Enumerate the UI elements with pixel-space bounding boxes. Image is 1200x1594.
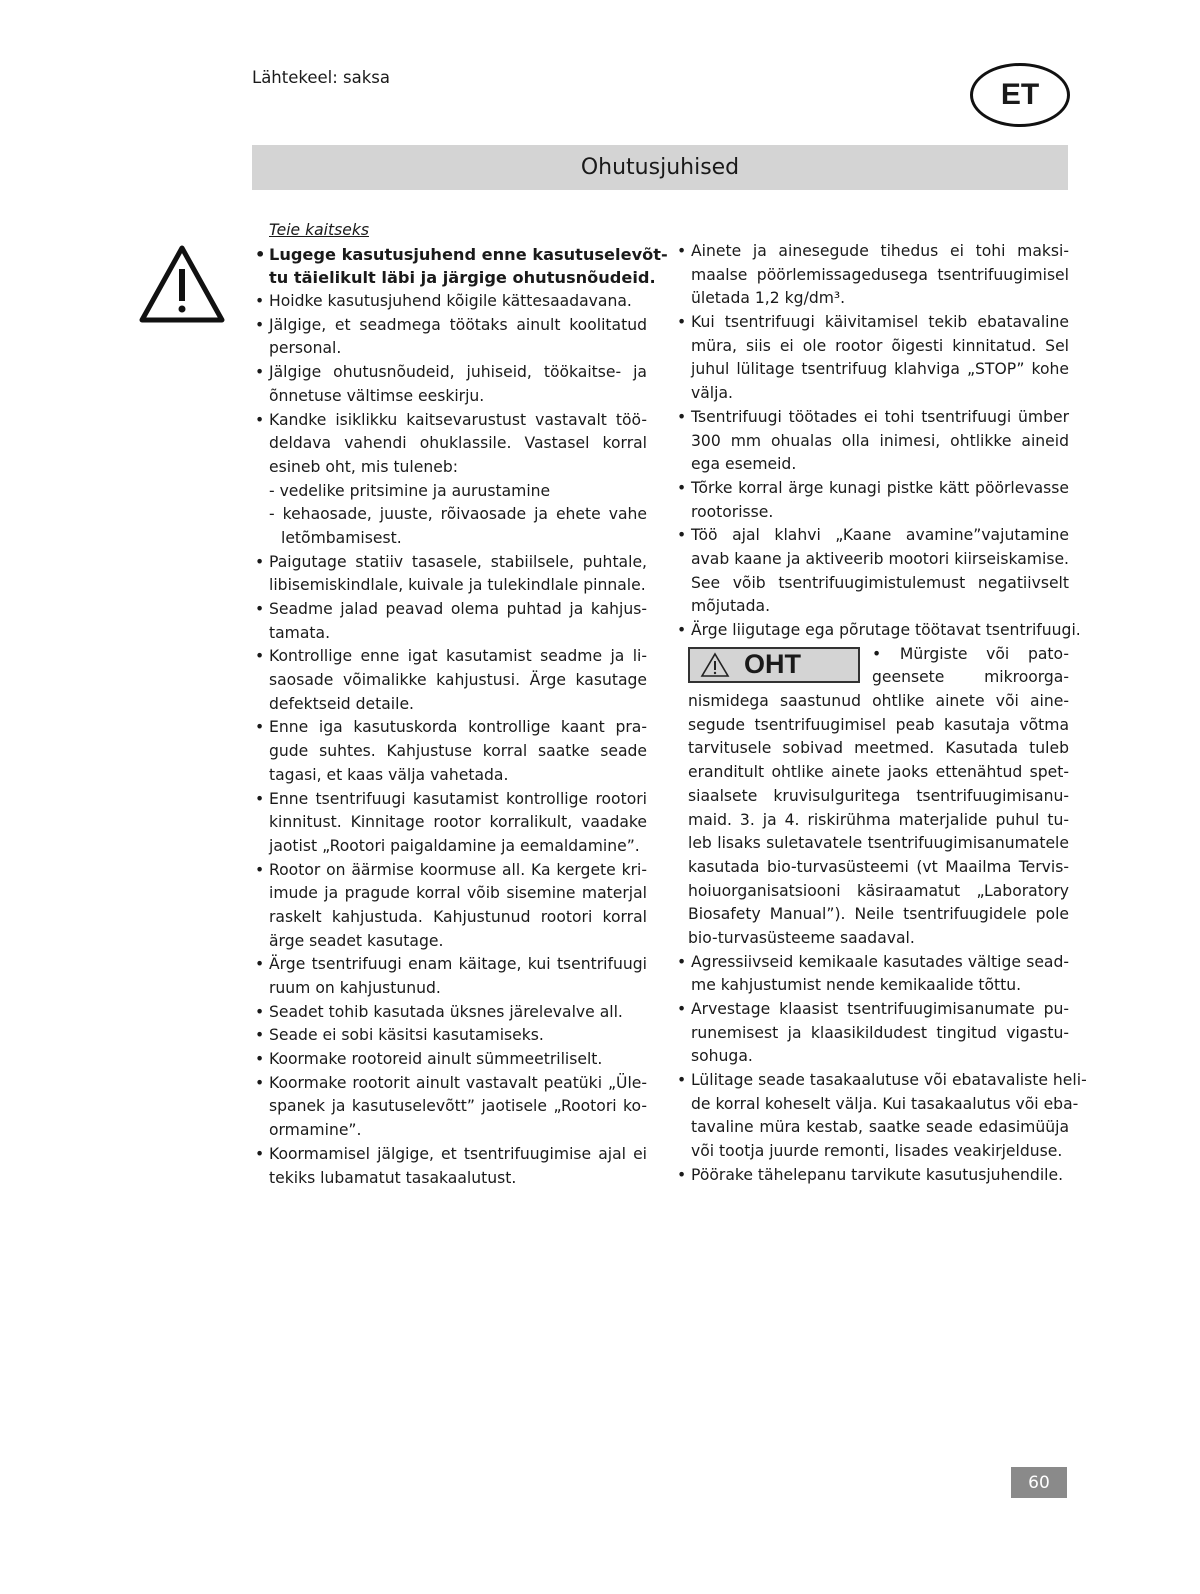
- bullet: •: [677, 526, 687, 545]
- list-item: [677, 477, 1069, 524]
- bullet: •: [255, 1050, 265, 1069]
- list-item: [677, 524, 1069, 619]
- list-item: [255, 409, 647, 480]
- text-line: See võib tsentrifuugimistulemust negatiivselt: [691, 573, 1069, 592]
- text-line: juhul lülitage tsentrifuug klahviga „STOP” kohe: [691, 360, 1069, 379]
- text-line: välja.: [691, 384, 733, 403]
- text-line: mõjutada.: [691, 597, 771, 616]
- bullet: •: [255, 1144, 265, 1163]
- text-line: Koormamisel jälgige, et tsentrifuugimise ajal ei: [269, 1144, 647, 1163]
- text-line: spanek ja kasutuselevõtt” jaotisele „Rootori ko-: [269, 1097, 647, 1116]
- text-line: Ärge liigutage ega põrutage töötavat tsentrifuugi.: [691, 621, 1081, 639]
- bullet: •: [677, 1000, 687, 1018]
- text-line: tamata.: [269, 623, 331, 642]
- bullet: •: [255, 1002, 265, 1021]
- bullet: •: [255, 955, 265, 974]
- text-line: maid. 3. ja 4. riskirühma materjalide puhul tu-: [688, 810, 1069, 829]
- bullet: •: [677, 1165, 687, 1184]
- list-item: [677, 311, 1069, 406]
- list-item: [255, 290, 647, 314]
- list-item: [255, 1048, 647, 1072]
- text-line: Paigutage statiiv tasasele, stabiilsele, puhtale,: [269, 552, 647, 571]
- bullet: •: [255, 1026, 265, 1045]
- text-line: esineb oht, mis tuleneb:: [269, 457, 458, 476]
- text-line: Arvestage klaasist tsentrifuugimisanumate pu-: [691, 1000, 1069, 1018]
- list-item: [255, 645, 647, 716]
- text-line: Seade ei sobi käsitsi kasutamiseks.: [269, 1026, 544, 1045]
- list-item: [255, 361, 647, 408]
- list-item: [677, 406, 1069, 477]
- text-line: Hoidke kasutusjuhend kõigile kättesaadavana.: [269, 292, 632, 311]
- bullet: •: [677, 407, 687, 426]
- text-line: Kui tsentrifuugi käivitamisel tekib ebatavaline: [691, 313, 1069, 332]
- text-line: segude tsentrifuugimisel peab kasutaja võtma: [688, 715, 1069, 734]
- text-line: Kandke isiklikku kaitsevarustust vastavalt töö-: [269, 410, 647, 429]
- list-item: [677, 619, 1081, 643]
- section-heading: Teie kaitseks: [269, 221, 369, 239]
- list-item: [255, 859, 647, 954]
- list-item: [255, 314, 647, 361]
- bullet: •: [255, 647, 265, 666]
- right-column: [677, 240, 1087, 1188]
- text-line: või tootja juurde remonti, lisades veakirjelduse.: [691, 1142, 1063, 1161]
- text-line: tagasi, et kaas välja vahetada.: [269, 765, 509, 784]
- text-line: leb lisaks suletavatele tsentrifuugimisanumatele: [688, 834, 1069, 853]
- text-line: hoiuorganisatsiooni käsiraamatut „Laboratory: [688, 881, 1069, 900]
- bullet: •: [677, 478, 687, 497]
- left-column: [255, 219, 668, 1190]
- text-line: kasutada bio-turvasüsteemi (vt Maailma Tervis-: [688, 857, 1069, 876]
- text-line: Enne iga kasutuskorda kontrollige kaant pra-: [269, 718, 647, 737]
- bullet: •: [255, 789, 265, 808]
- bullet: •: [677, 952, 687, 971]
- danger-label-box: [688, 647, 860, 683]
- text-line: siaalsete kruvisulguritega tsentrifuugimisanu-: [688, 786, 1069, 805]
- text-line: Biosafety Manual”). Neile tsentrifuugidele pole: [688, 905, 1069, 924]
- text-line: bio-turvasüsteeme saadaval.: [688, 928, 915, 947]
- text-line: imude ja pragude korral võib sisemine materjal: [269, 884, 647, 903]
- text-line: Lugege kasutusjuhend enne kasutuselevõt-: [269, 244, 668, 264]
- bullet: •: [255, 315, 265, 334]
- list-item: [255, 1024, 647, 1048]
- text-line: sohuga.: [691, 1047, 753, 1066]
- text-line: Ainete ja ainesegude tihedus ei tohi maksi-: [691, 242, 1069, 260]
- text-line: rootorisse.: [691, 502, 774, 521]
- text-line: raskelt kahjustuda. Kahjustunud rootori korral: [269, 907, 647, 926]
- text-line: müra, siis ei ole rootor õigesti kinnitatud. Sel: [691, 336, 1069, 355]
- text-line: kinnitust. Kinnitage rootor korralikult, vaadake: [269, 813, 647, 832]
- list-item: [255, 788, 647, 859]
- bullet: •: [255, 244, 266, 264]
- text-line: Enne tsentrifuugi kasutamist kontrollige rootori: [269, 789, 647, 808]
- bullet: •: [677, 1071, 687, 1090]
- list-item: [255, 953, 647, 1000]
- text-line: tavaline müra kestab, saatke seade edasimüüja: [691, 1118, 1069, 1137]
- text-line: õnnetuse vältimse eeskirju.: [269, 386, 485, 405]
- text-line: ega esemeid.: [691, 455, 797, 474]
- list-item: [255, 1143, 647, 1190]
- text-line: libisemiskindlale, kuivale ja tulekindlale pinnale.: [269, 576, 646, 595]
- text-line: Töö ajal klahvi „Kaane avamine”vajutamine: [691, 526, 1069, 545]
- page-number: 60: [1011, 1467, 1067, 1498]
- text-line: tarvitusele sobivad meetmed. Kasutada tuleb: [688, 739, 1069, 758]
- text-line: me kahjustumist nende kemikaalide tõttu.: [691, 976, 1022, 995]
- bullet: •: [677, 242, 687, 260]
- list-item: [255, 243, 668, 290]
- text-line: Rootor on äärmise koormuse all. Ka kergete kri-: [269, 860, 647, 879]
- page-title: Ohutusjuhised: [252, 145, 1068, 190]
- bullet: •: [677, 621, 687, 639]
- text-line: • Mürgiste või pato-: [872, 644, 1069, 663]
- text-line: 300 mm ohualas olla inimesi, ohtlikke aineid: [691, 431, 1069, 450]
- bullet: •: [255, 600, 265, 619]
- list-item: [677, 240, 1069, 311]
- danger-label: OHT: [744, 648, 801, 679]
- list-item: [255, 1072, 647, 1143]
- text-line: Koormake rootoreid ainult sümmeetriliselt.: [269, 1050, 603, 1069]
- bullet: •: [255, 292, 265, 311]
- text-line: eranditult ohtlike ainete jaoks ettenähtud spet-: [688, 763, 1069, 782]
- language-badge: ET: [970, 63, 1070, 127]
- source-language: Lähtekeel: saksa: [252, 68, 391, 87]
- bullet: •: [255, 1073, 265, 1092]
- text-line: Seadet tohib kasutada üksnes järelevalve all.: [269, 1002, 623, 1021]
- text-line: avab kaane ja aktiveerib mootori kiirseiskamise.: [691, 549, 1069, 568]
- text-line: deldava vahendi ohuklassile. Vastasel korral: [269, 434, 647, 453]
- text-line: geensete mikroorga-: [872, 668, 1069, 687]
- text-line: de korral koheselt välja. Kui tasakaalutus või eba-: [691, 1094, 1079, 1113]
- text-line: Tsentrifuugi töötades ei tohi tsentrifuugi ümber: [691, 407, 1069, 426]
- text-line: tekiks lubamatut tasakaalutust.: [269, 1168, 517, 1187]
- text-line: tu täielikult läbi ja järgige ohutusnõudeid.: [269, 268, 656, 288]
- text-line: Jälgige, et seadmega töötaks ainult koolitatud: [269, 315, 647, 334]
- text-line: gude suhtes. Kahjustuse korral saatke seade: [269, 742, 647, 761]
- text-line: Lülitage seade tasakaalutuse või ebatavaliste heli-: [691, 1071, 1087, 1090]
- text-line: Ärge tsentrifuugi enam käitage, kui tsentrifuugi: [269, 955, 647, 974]
- danger-item: [677, 643, 1069, 951]
- text-line: ruum on kahjustunud.: [269, 979, 441, 998]
- text-line: Seadme jalad peavad olema puhtad ja kahjus-: [269, 600, 647, 619]
- text-line: defektseid detaile.: [269, 694, 415, 713]
- list-item: [677, 998, 1069, 1069]
- bullet: •: [255, 410, 265, 429]
- bullet: •: [677, 313, 687, 332]
- text-line: personal.: [269, 339, 342, 358]
- text-line: ormamine”.: [269, 1121, 362, 1140]
- text-line: saosade võimalikke kahjustusi. Ärge kasutage: [269, 671, 647, 690]
- text-line: runemisest ja klaasikildudest tingitud vigastu-: [691, 1023, 1069, 1042]
- sub-list-item: [255, 503, 647, 550]
- text-line: - vedelike pritsimine ja aurustamine: [269, 481, 551, 500]
- text-line: nismidega saastunud ohtlike ainete või aine-: [688, 692, 1069, 711]
- bullet: •: [255, 718, 265, 737]
- text-line: Koormake rootorit ainult vastavalt peatüki „Üle-: [269, 1073, 647, 1092]
- list-item: [677, 1069, 1087, 1164]
- text-line: Pöörake tähelepanu tarvikute kasutusjuhendile.: [691, 1165, 1064, 1184]
- list-item: [677, 951, 1069, 998]
- bullet: •: [255, 552, 265, 571]
- list-item: [677, 1164, 1069, 1188]
- text-line: Jälgige ohutusnõudeid, juhiseid, töökaitse- ja: [269, 363, 647, 382]
- text-line: ärge seadet kasutage.: [269, 931, 444, 950]
- text-line: Agressiivseid kemikaale kasutades vältige sead-: [691, 952, 1069, 971]
- text-line: Kontrollige enne igat kasutamist seadme ja li-: [269, 647, 647, 666]
- list-item: [255, 551, 647, 598]
- sub-list-item: [255, 480, 647, 504]
- text-line: - kehaosade, juuste, rõivaosade ja ehete vahe: [269, 505, 647, 524]
- text-line: Tõrke korral ärge kunagi pistke kätt pöörlevasse: [691, 478, 1069, 497]
- text-line: maalse pöörlemissagedusega tsentrifuugimisel: [691, 265, 1069, 284]
- list-item: [255, 598, 647, 645]
- warning-triangle-icon: [700, 652, 730, 678]
- text-line: letõmbamisest.: [281, 528, 402, 547]
- warning-triangle-icon: [137, 243, 227, 329]
- bullet: •: [255, 860, 265, 879]
- text-line: jaotist „Rootori paigaldamine ja eemaldamine”.: [269, 836, 640, 855]
- list-item: [255, 716, 647, 787]
- list-item: [255, 1001, 647, 1025]
- bullet: •: [255, 363, 265, 382]
- text-line: ületada 1,2 kg/dm³.: [691, 289, 846, 308]
